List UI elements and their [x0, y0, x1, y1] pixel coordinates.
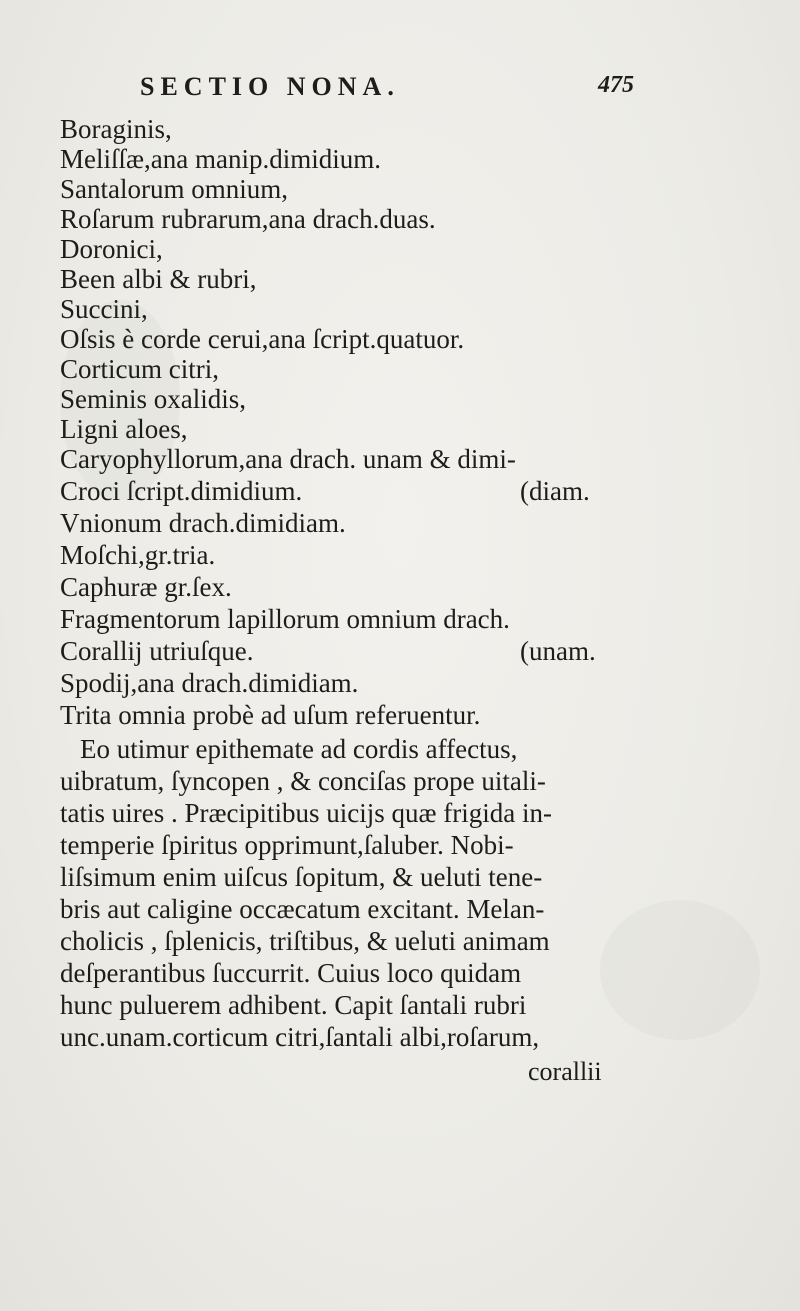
recipe-line: Ligni aloes, [60, 414, 188, 444]
page-header [140, 72, 634, 112]
prose-line: liſsimum enim uiſcus ſopitum, & ueluti tene- [60, 862, 543, 892]
recipe-line: Been albi & rubri, [60, 264, 257, 294]
recipe-line: Spodij,ana drach.dimidiam. [60, 668, 359, 698]
prose-line: hunc puluerem adhibent. Capit ſantali rubri [60, 990, 527, 1020]
recipe-line: Trita omnia probè ad uſum referuentur. [60, 700, 481, 730]
prose-line: uibratum, ſyncopen , & conciſas prope uitali- [60, 766, 546, 796]
recipe-line: Meliſſæ,ana manip.dimidium. [60, 144, 381, 174]
recipe-line-continuation: (diam. [520, 476, 590, 506]
recipe-line: Croci ſcript.dimidium. [60, 476, 303, 506]
prose-line: tatis uires . Præcipitibus uicijs quæ frigida in- [60, 798, 552, 828]
recipe-line: Santalorum omnium, [60, 174, 288, 204]
prose-line: Eo utimur epithemate ad cordis affectus, [80, 734, 518, 764]
recipe-line: Moſchi,gr.tria. [60, 540, 216, 570]
paper-stain [600, 900, 760, 1040]
recipe-line-continuation: (unam. [520, 636, 596, 666]
recipe-line: Caphuræ gr.ſex. [60, 572, 232, 602]
prose-line: cholicis , ſplenicis, triſtibus, & ueluti animam [60, 926, 550, 956]
recipe-line: Boraginis, [60, 114, 172, 144]
prose-line: temperie ſpiritus opprimunt,ſaluber. Nobi- [60, 830, 514, 860]
recipe-line: Caryophyllorum,ana drach. unam & dimi- [60, 444, 516, 474]
recipe-line: Corticum citri, [60, 354, 219, 384]
recipe-line: Corallij utriuſque. [60, 636, 254, 666]
recipe-line: Roſarum rubrarum,ana drach.duas. [60, 204, 436, 234]
prose-line: deſperantibus ſuccurrit. Cuius loco quidam [60, 958, 522, 988]
recipe-line: Seminis oxalidis, [60, 384, 247, 414]
recipe-line: Succini, [60, 294, 148, 324]
recipe-line: Doronici, [60, 234, 163, 264]
running-head: SECTIO NONA. [140, 72, 400, 101]
catchword: corallii [528, 1057, 602, 1086]
recipe-line: Oſsis è corde cerui,ana ſcript.quatuor. [60, 324, 465, 354]
prose-line: bris aut caligine occæcatum excitant. Melan- [60, 894, 545, 924]
page-number: 475 [598, 72, 634, 98]
recipe-line: Fragmentorum lapillorum omnium drach. [60, 604, 510, 634]
recipe-line: Vnionum drach.dimidiam. [60, 508, 346, 538]
prose-line: unc.unam.corticum citri,ſantali albi,roſarum, [60, 1022, 540, 1052]
